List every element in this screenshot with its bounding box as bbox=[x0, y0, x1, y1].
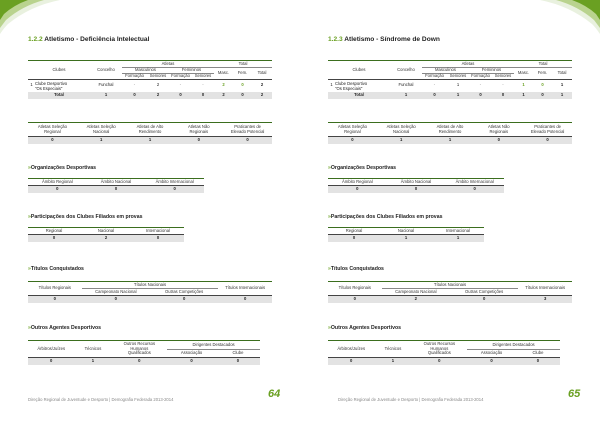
section-title: 1.2.3 Atletismo - Síndrome de Down bbox=[328, 36, 440, 43]
total-val: 2 bbox=[214, 92, 233, 99]
cell: 0 bbox=[145, 186, 204, 193]
col-outras-competicoes: Outras Competições bbox=[450, 289, 518, 296]
val-fem: 0 bbox=[241, 82, 244, 88]
val-seniores-f: - bbox=[502, 82, 504, 88]
col-campeonato-nacional: Campeonato Nacional bbox=[82, 289, 150, 296]
page-number: 65 bbox=[568, 388, 581, 400]
col-nacional: Nacional bbox=[380, 228, 432, 235]
cell: 3 bbox=[518, 296, 572, 303]
col-selecao-nacional: Atletas Seleção Nacional bbox=[377, 123, 426, 137]
row-number: 1 bbox=[330, 82, 333, 88]
col-masc: Masc. bbox=[514, 68, 533, 80]
col-formacao-f: Formação bbox=[469, 74, 492, 80]
clubs-table bbox=[28, 60, 272, 99]
col-tecnicos: Técnicos bbox=[74, 341, 111, 358]
cell: 0 bbox=[150, 296, 218, 303]
col-ambito-nacional: Âmbito Nacional bbox=[387, 179, 446, 186]
cell: 0 bbox=[387, 186, 446, 193]
col-formacao-m: Formação bbox=[422, 74, 447, 80]
club-concelho: Funchal bbox=[98, 82, 114, 88]
cell: 0 bbox=[174, 137, 223, 144]
total-val: 0 bbox=[192, 92, 214, 99]
cell: 0 bbox=[445, 186, 504, 193]
page-number: 64 bbox=[268, 388, 281, 400]
val-seniores-m: 2 bbox=[156, 82, 160, 88]
selection-table bbox=[328, 122, 572, 144]
total-concelho: 1 bbox=[390, 92, 422, 99]
table-row bbox=[328, 296, 572, 303]
val-formacao-f: - bbox=[479, 82, 482, 88]
col-ambito-internacional: Âmbito Internacional bbox=[145, 179, 204, 186]
col-formacao-f: Formação bbox=[169, 74, 192, 80]
table-row bbox=[28, 358, 260, 365]
col-elevado-potencial: Praticantes de Elevado Potencial bbox=[223, 123, 272, 137]
titles-table bbox=[28, 281, 272, 303]
cell: 0 bbox=[328, 186, 387, 193]
col-titulos-nacionais: Títulos Nacionais bbox=[382, 282, 519, 289]
col-nao-regionais: Atletas Não Regionais bbox=[474, 123, 523, 137]
row-number: 1 bbox=[30, 82, 33, 88]
col-outras-competicoes: Outras Competições bbox=[150, 289, 218, 296]
orgs-block bbox=[328, 165, 504, 193]
col-ambito-regional: Âmbito Regional bbox=[28, 179, 87, 186]
col-alto-rendimento: Atletas de Alto Rendimento bbox=[426, 123, 475, 137]
table-row bbox=[328, 358, 560, 365]
corner-swoosh-decoration bbox=[0, 0, 60, 34]
table-row bbox=[328, 137, 572, 144]
clubs-table-block bbox=[28, 60, 272, 99]
titles-block bbox=[28, 266, 272, 303]
parts-title: »Participações dos Clubes Filiados em provas bbox=[28, 214, 143, 220]
col-ambito-nacional: Âmbito Nacional bbox=[87, 179, 146, 186]
cell: 0 bbox=[328, 296, 382, 303]
col-ambito-internacional: Âmbito Internacional bbox=[445, 179, 504, 186]
parts-block bbox=[28, 214, 184, 242]
col-ambito-regional: Âmbito Regional bbox=[328, 179, 387, 186]
table-row bbox=[28, 137, 272, 144]
col-clubes: Clubes bbox=[328, 61, 390, 80]
total-val: 2 bbox=[147, 92, 169, 99]
cell: 0 bbox=[82, 296, 150, 303]
cell: 1 bbox=[426, 137, 475, 144]
cell: 2 bbox=[80, 235, 132, 242]
table-row bbox=[328, 186, 504, 193]
val-formacao-m: - bbox=[133, 82, 136, 88]
total-val: 0 bbox=[469, 92, 492, 99]
footer-text: Direção Regional de Juventude e Desporto | Demografia Federada 2013-2014 bbox=[338, 397, 484, 402]
col-outros-recursos: Outros Recursos Humanos Qualificados bbox=[412, 341, 468, 358]
section-title: 1.2.2 Atletismo - Deficiência Intelectual bbox=[28, 36, 150, 43]
total-val: 2 bbox=[252, 92, 272, 99]
col-fem: Fem. bbox=[533, 68, 552, 80]
col-masc: Masc. bbox=[214, 68, 233, 80]
col-associacao: Associação bbox=[167, 350, 216, 358]
col-tecnicos: Técnicos bbox=[374, 341, 411, 358]
cell: 0 bbox=[328, 235, 380, 242]
corner-swoosh-decoration bbox=[540, 0, 600, 34]
col-campeonato-nacional: Campeonato Nacional bbox=[382, 289, 450, 296]
col-total-sum: Total bbox=[552, 68, 572, 80]
footer-text: Direção Regional de Juventude e Desporto | Demografia Federada 2013-2014 bbox=[28, 397, 174, 402]
cell: 1 bbox=[380, 235, 432, 242]
cell: 0 bbox=[132, 235, 184, 242]
col-clubes: Clubes bbox=[28, 61, 90, 80]
col-total-sum: Total bbox=[252, 68, 272, 80]
col-associacao: Associação bbox=[467, 350, 516, 358]
titles-table bbox=[328, 281, 572, 303]
agents-table bbox=[28, 340, 260, 365]
col-nao-regionais: Atletas Não Regionais bbox=[174, 123, 223, 137]
cell: 0 bbox=[328, 358, 374, 365]
col-concelho: Concelho bbox=[390, 61, 422, 80]
col-nacional: Nacional bbox=[80, 228, 132, 235]
selection-table bbox=[28, 122, 272, 144]
clubs-table bbox=[328, 60, 572, 99]
agents-title: »Outros Agentes Desportivos bbox=[328, 325, 402, 331]
col-seniores-m: Seniores bbox=[147, 74, 169, 80]
col-masculinos: Masculinos bbox=[122, 68, 169, 74]
col-titulos-nacionais: Títulos Nacionais bbox=[82, 282, 219, 289]
agents-title: »Outros Agentes Desportivos bbox=[28, 325, 102, 331]
col-femininos: Femininos bbox=[469, 68, 514, 74]
cell: 0 bbox=[112, 358, 168, 365]
col-masculinos: Masculinos bbox=[422, 68, 469, 74]
cell: 1 bbox=[377, 137, 426, 144]
cell: 0 bbox=[474, 137, 523, 144]
col-titulos-internacionais: Títulos Internacionais bbox=[218, 282, 272, 296]
val-seniores-f: - bbox=[202, 82, 204, 88]
total-val: 0 bbox=[169, 92, 192, 99]
cell: 0 bbox=[28, 186, 87, 193]
col-elevado-potencial: Praticantes de Elevado Potencial bbox=[523, 123, 572, 137]
col-internacional: Internacional bbox=[132, 228, 184, 235]
col-selecao-regional: Atletas Seleção Regional bbox=[328, 123, 377, 137]
total-val: 0 bbox=[533, 92, 552, 99]
col-atletas: Atletas bbox=[422, 61, 514, 68]
cell: 0 bbox=[28, 358, 74, 365]
total-concelho: 1 bbox=[90, 92, 122, 99]
col-selecao-regional: Atletas Seleção Regional bbox=[28, 123, 77, 137]
table-row bbox=[28, 235, 184, 242]
cell: 0 bbox=[87, 186, 146, 193]
cell: 1 bbox=[432, 235, 484, 242]
col-femininos: Femininos bbox=[169, 68, 214, 74]
cell: 1 bbox=[374, 358, 411, 365]
col-atletas: Atletas bbox=[122, 61, 214, 68]
total-val: 1 bbox=[514, 92, 533, 99]
col-seniores-m: Seniores bbox=[447, 74, 469, 80]
cell: 0 bbox=[328, 137, 377, 144]
table-row bbox=[28, 296, 272, 303]
col-total: Total bbox=[514, 61, 572, 68]
agents-block bbox=[328, 325, 560, 365]
col-titulos-internacionais: Títulos Internacionais bbox=[518, 282, 572, 296]
agents-block bbox=[28, 325, 260, 365]
val-masc: 1 bbox=[522, 82, 525, 88]
parts-table bbox=[328, 227, 484, 242]
col-total: Total bbox=[214, 61, 272, 68]
col-seniores-f: Seniores bbox=[192, 74, 214, 80]
total-val: 0 bbox=[233, 92, 252, 99]
cell: 0 bbox=[412, 358, 468, 365]
club-concelho: Funchal bbox=[398, 82, 414, 88]
orgs-block bbox=[28, 165, 204, 193]
cell: 0 bbox=[28, 235, 80, 242]
val-masc: 2 bbox=[222, 82, 225, 88]
total-val: 1 bbox=[552, 92, 572, 99]
col-dirigentes: Dirigentes Destacados bbox=[467, 341, 560, 350]
total-val: 0 bbox=[122, 92, 147, 99]
col-fem: Fem. bbox=[233, 68, 252, 80]
parts-block bbox=[328, 214, 484, 242]
col-regional: Regional bbox=[28, 228, 80, 235]
clubs-table-block bbox=[328, 60, 572, 99]
cell: 0 bbox=[167, 358, 216, 365]
orgs-title: »Organizações Desportivas bbox=[28, 165, 97, 171]
selection-table-block bbox=[328, 122, 572, 144]
cell: 0 bbox=[218, 296, 272, 303]
val-seniores-m: 1 bbox=[456, 82, 460, 88]
col-clube: Clube bbox=[216, 350, 260, 358]
val-fem: 0 bbox=[541, 82, 544, 88]
total-val: 0 bbox=[492, 92, 514, 99]
cell: 0 bbox=[467, 358, 516, 365]
cell: 0 bbox=[223, 137, 272, 144]
col-internacional: Internacional bbox=[432, 228, 484, 235]
col-outros-recursos: Outros Recursos Humanos Qualificados bbox=[112, 341, 168, 358]
col-titulos-regionais: Títulos Regionais bbox=[328, 282, 382, 296]
col-selecao-nacional: Atletas Seleção Nacional bbox=[77, 123, 126, 137]
col-alto-rendimento: Atletas de Alto Rendimento bbox=[126, 123, 175, 137]
orgs-title: »Organizações Desportivas bbox=[328, 165, 397, 171]
col-dirigentes: Dirigentes Destacados bbox=[167, 341, 260, 350]
cell: 1 bbox=[77, 137, 126, 144]
total-label: Total bbox=[328, 92, 390, 99]
col-arbitros: Árbitros/Juízes bbox=[328, 341, 374, 358]
val-total: 2 bbox=[260, 82, 264, 88]
table-row bbox=[328, 80, 572, 92]
right-page bbox=[300, 0, 600, 424]
total-row bbox=[328, 92, 572, 99]
col-titulos-regionais: Títulos Regionais bbox=[28, 282, 82, 296]
cell: 1 bbox=[74, 358, 111, 365]
orgs-table bbox=[328, 178, 504, 193]
col-seniores-f: Seniores bbox=[492, 74, 514, 80]
agents-table bbox=[328, 340, 560, 365]
orgs-table bbox=[28, 178, 204, 193]
cell: 0 bbox=[523, 137, 572, 144]
selection-table-block bbox=[28, 122, 272, 144]
total-val: 0 bbox=[422, 92, 447, 99]
cell: 2 bbox=[382, 296, 450, 303]
club-name: Clube Desportivo "Os Especiais" bbox=[335, 80, 368, 91]
titles-title: »Títulos Conquistados bbox=[328, 266, 384, 272]
val-formacao-m: - bbox=[433, 82, 436, 88]
titles-block bbox=[328, 266, 572, 303]
table-row bbox=[28, 186, 204, 193]
cell: 0 bbox=[450, 296, 518, 303]
table-row bbox=[328, 235, 484, 242]
total-val: 1 bbox=[447, 92, 469, 99]
col-concelho: Concelho bbox=[90, 61, 122, 80]
cell: 1 bbox=[126, 137, 175, 144]
val-total: 1 bbox=[560, 82, 564, 88]
table-row bbox=[28, 80, 272, 92]
total-label: Total bbox=[28, 92, 90, 99]
club-name: Clube Desportivo "Os Especiais" bbox=[35, 80, 68, 91]
col-arbitros: Árbitros/Juízes bbox=[28, 341, 74, 358]
cell: 0 bbox=[516, 358, 560, 365]
cell: 0 bbox=[28, 296, 82, 303]
col-formacao-m: Formação bbox=[122, 74, 147, 80]
col-regional: Regional bbox=[328, 228, 380, 235]
parts-table bbox=[28, 227, 184, 242]
titles-title: »Títulos Conquistados bbox=[28, 266, 84, 272]
total-row bbox=[28, 92, 272, 99]
val-formacao-f: - bbox=[179, 82, 182, 88]
cell: 0 bbox=[216, 358, 260, 365]
parts-title: »Participações dos Clubes Filiados em provas bbox=[328, 214, 443, 220]
cell: 0 bbox=[28, 137, 77, 144]
col-clube: Clube bbox=[516, 350, 560, 358]
